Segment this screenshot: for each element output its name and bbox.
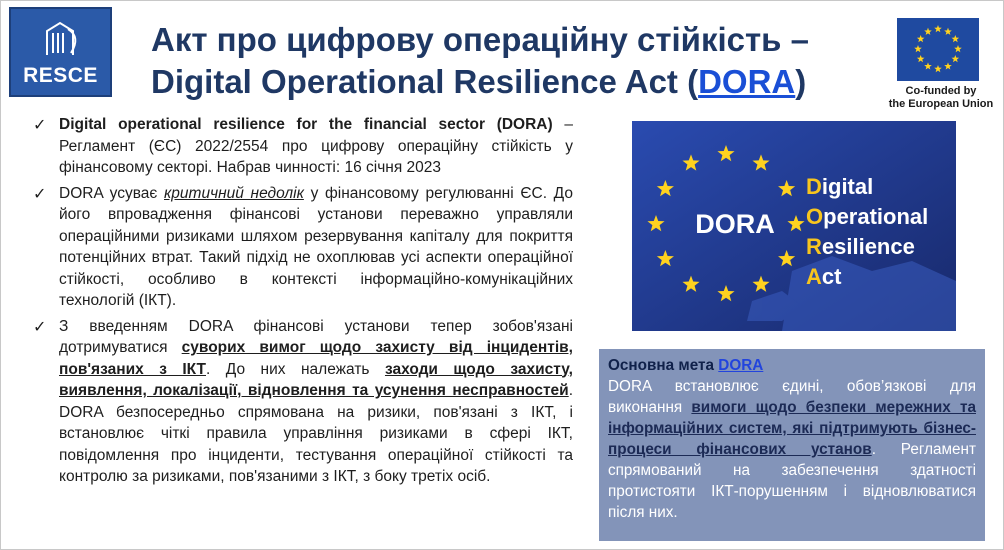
eu-star-icon bbox=[944, 28, 952, 35]
title-line-2-text: Digital Operational Resilience Act ( bbox=[151, 63, 699, 100]
bullet-1-text: – Регламент (ЄС) 2022/2554 про цифрову операційну стійкість у фінансовому секторі. Набрав чинності: 16 січня 2023 bbox=[59, 116, 574, 176]
acronym-line-operational bbox=[806, 202, 928, 232]
acronym-rest-r: esilience bbox=[821, 234, 915, 259]
acronym-line-digital bbox=[806, 172, 928, 202]
acronym-cap-r: R bbox=[806, 234, 822, 259]
bullet-3-post: . DORA безпосередньо спрямована на ризики, пов'язані з ІКТ, і встановлює чіткі правила управління ризиками в сфері ІКТ, повідомлення про інциденти, тестування операційної стійкості та контролю за ризиками, пов'язаними з ІКТ, з боку третіх осіб. bbox=[59, 382, 573, 485]
checkmark-icon: ✓ bbox=[33, 316, 47, 336]
acronym-cap-a: A bbox=[806, 264, 822, 289]
eu-star-icon bbox=[924, 28, 932, 35]
title-line-2-suffix: ) bbox=[795, 63, 807, 100]
eu-star-icon bbox=[952, 35, 960, 42]
bullet-3-emph-2: заходи щодо захисту, виявлення, локалізації, відновлення та усунення несправностей bbox=[59, 360, 573, 399]
dora-acronym bbox=[806, 172, 928, 292]
bullet-1-bold: Digital operational resilience for the financial sector (DORA) bbox=[59, 116, 553, 133]
eu-star-icon bbox=[944, 62, 952, 69]
main-goal-post: . Регламент спрямований на забезпечення здатності протистояти ІКТ-порушенням і відновлюватися після них. bbox=[608, 441, 976, 521]
eu-star-icon bbox=[914, 45, 922, 52]
acronym-line-resilience bbox=[806, 232, 928, 262]
acronym-rest-d: igital bbox=[821, 174, 874, 199]
acronym-cap-d: D bbox=[806, 174, 822, 199]
bullet-3-pre: З введенням DORA фінансові установи тепер зобов'язані дотримуватися bbox=[59, 317, 573, 356]
bullet-dora-definition bbox=[33, 114, 573, 179]
dora-info-link[interactable]: DORA bbox=[718, 357, 764, 374]
page-title bbox=[151, 19, 851, 103]
logo-text: RESCE bbox=[23, 64, 98, 87]
eu-star-icon bbox=[954, 45, 962, 52]
eu-caption-line-1: Co-funded by bbox=[905, 85, 977, 97]
bullet-3-mid: . До них належать bbox=[206, 360, 385, 378]
eu-star-icon bbox=[952, 55, 960, 62]
acronym-rest-o: perational bbox=[823, 204, 929, 229]
main-goal-text bbox=[608, 376, 976, 523]
eu-star-icon bbox=[934, 65, 942, 72]
resce-logo bbox=[9, 7, 112, 97]
acronym-cap-o: O bbox=[806, 204, 824, 229]
eu-flag-icon bbox=[897, 18, 979, 81]
eu-star-icon bbox=[924, 62, 932, 69]
main-goal-pre: DORA встановлює єдині, обов’язкові для виконання bbox=[608, 378, 976, 416]
bullet-new-requirements bbox=[33, 316, 573, 488]
main-goal-emph: вимоги щодо безпеки мережних та інформаційних систем, які підтримують бізнес-процеси фінансових установ bbox=[608, 399, 976, 458]
acronym-rest-a: ct bbox=[821, 264, 842, 289]
eu-caption bbox=[881, 85, 1001, 111]
eu-caption-line-2: the European Union bbox=[888, 98, 994, 110]
main-goal-title bbox=[608, 355, 976, 376]
acronym-line-act bbox=[806, 262, 928, 292]
bullet-2-post: у фінансовому регулюванні ЄС. До його впровадження фінансові установи переважно управляли операційними ризиками шляхом резервування капіталу для покриття потенційних втрат. Такий підхід не охоплював усі аспекти операційної стійкості, особливо в контексті інформаційно-комунікаційних технологій (ІКТ). bbox=[59, 184, 573, 309]
bullet-3-emph-1: суворих вимог щодо захисту від інцидентів, пов'язаних з ІКТ bbox=[59, 339, 573, 378]
main-goal-title-text: Основна мета bbox=[608, 357, 719, 374]
checkmark-icon: ✓ bbox=[33, 183, 47, 203]
eu-star-icon bbox=[917, 55, 925, 62]
eu-star-icon bbox=[934, 25, 942, 32]
bullet-list bbox=[33, 114, 573, 488]
title-line-1: Акт про цифрову операційну стійкість – bbox=[151, 21, 809, 58]
bullet-2-pre: DORA усуває bbox=[59, 184, 164, 202]
dora-title-link[interactable]: DORA bbox=[698, 63, 796, 100]
main-goal-box bbox=[599, 349, 985, 541]
checkmark-icon: ✓ bbox=[33, 115, 47, 134]
bullet-critical-gap bbox=[33, 183, 573, 312]
bullet-2-emph: критичний недолік bbox=[163, 184, 304, 202]
eu-star-icon bbox=[917, 35, 925, 42]
title-line-2 bbox=[151, 61, 851, 103]
dora-word: DORA bbox=[695, 209, 775, 239]
